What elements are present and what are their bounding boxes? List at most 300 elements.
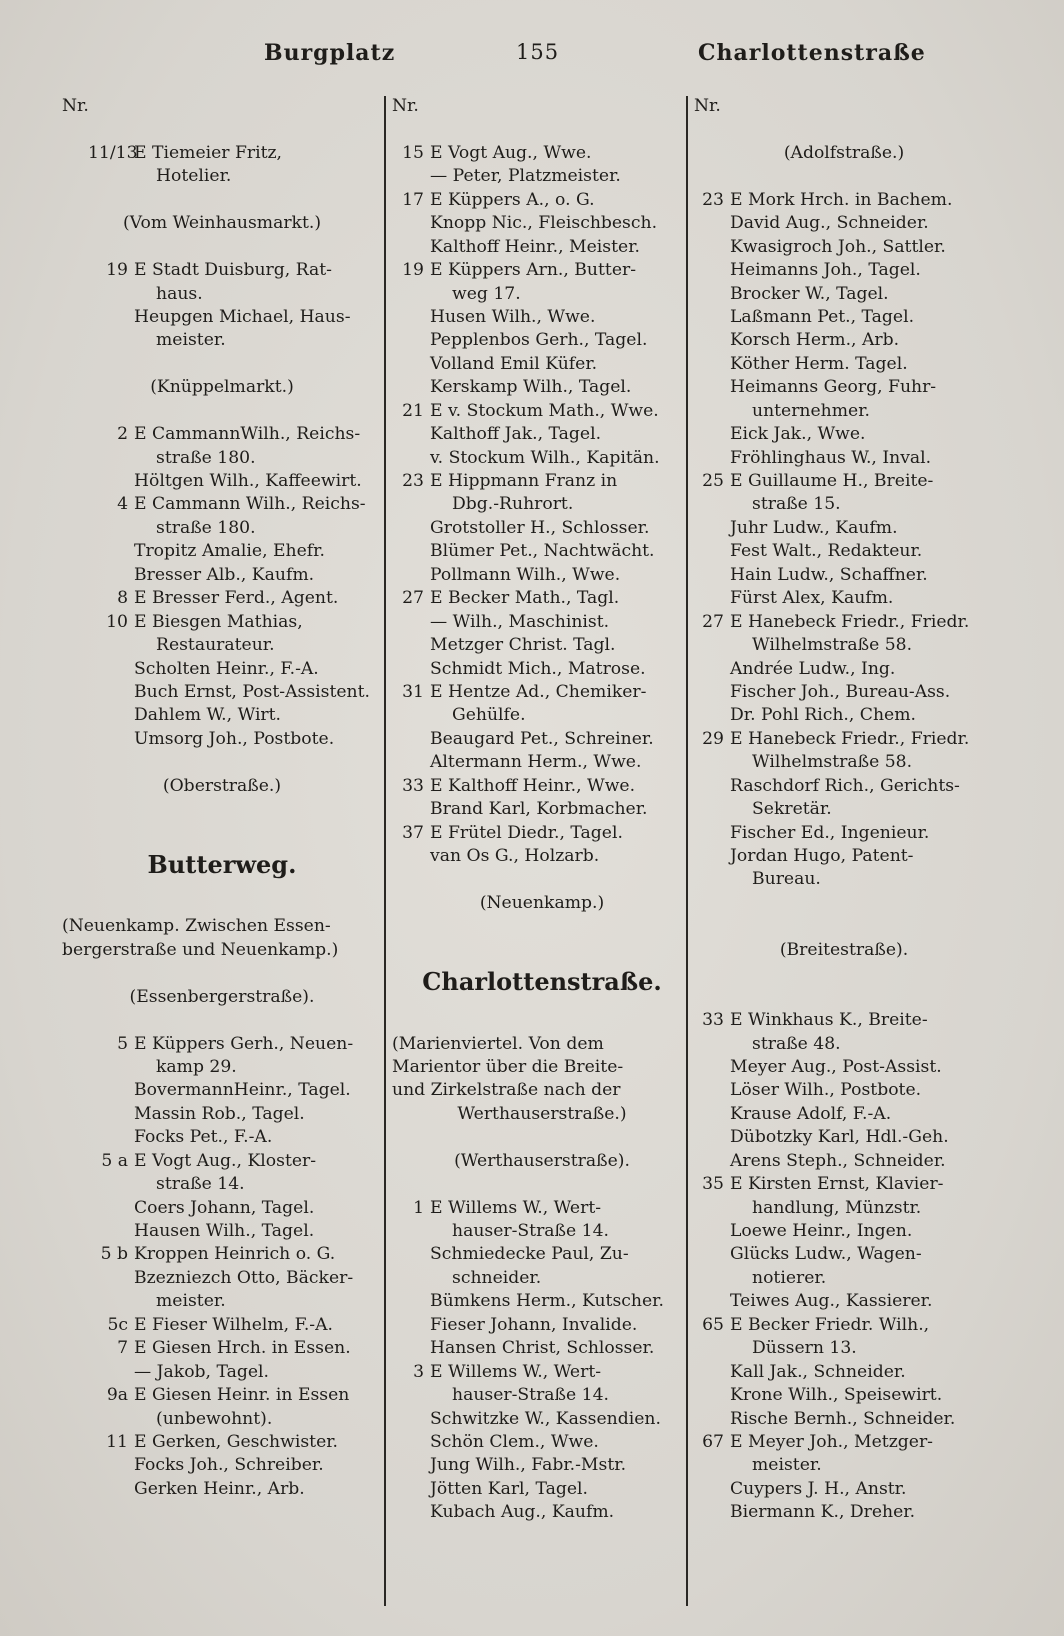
entry-continuation: straße 15. xyxy=(752,494,841,515)
directory-entry xyxy=(694,540,994,563)
directory-entry xyxy=(392,751,692,774)
directory-entry xyxy=(694,1361,994,1384)
spacer xyxy=(62,962,382,985)
resident-text: Jordan Hugo, Patent- xyxy=(730,846,914,866)
spacer xyxy=(62,236,382,259)
resident-text: E Giesen Heinr. in Essen xyxy=(134,1385,350,1406)
resident-text: Laßmann Pet., Tagel. xyxy=(730,306,915,327)
directory-entry xyxy=(392,1478,692,1501)
house-number: 23 xyxy=(702,189,724,210)
resident-text: E Hanebeck Friedr., Friedr. xyxy=(730,611,970,632)
column-label xyxy=(392,95,692,118)
street-description-text: und Zirkelstraße nach der xyxy=(392,1080,621,1101)
directory-entry xyxy=(62,1103,382,1126)
directory-entry xyxy=(62,1197,382,1220)
resident-text: Höltgen Wilh., Kaffeewirt. xyxy=(134,471,362,491)
house-number: 67 xyxy=(702,1431,724,1452)
entry-continuation: straße 48. xyxy=(752,1033,841,1054)
entry-continuation: Gehülfe. xyxy=(452,705,526,726)
house-number: 19 xyxy=(106,260,128,281)
section-label-text: (Breitestraße). xyxy=(779,939,909,960)
directory-entry xyxy=(694,1314,994,1337)
spacer xyxy=(392,1173,692,1196)
section-label xyxy=(392,1103,692,1126)
directory-entry xyxy=(392,1337,692,1360)
resident-text: Pepplenbos Gerh., Tagel. xyxy=(430,330,648,351)
house-number: 65 xyxy=(702,1314,724,1335)
running-head-left: Burgplatz xyxy=(264,40,396,66)
resident-text: Korsch Herm., Arb. xyxy=(730,330,900,351)
resident-text: Köther Herm. Tagel. xyxy=(730,353,908,374)
directory-entry xyxy=(62,329,382,352)
resident-text: Jung Wilh., Fabr.-Mstr. xyxy=(430,1455,627,1476)
section-label-text: (Werthauserstraße). xyxy=(454,1150,630,1171)
entry-continuation: Wilhelmstraße 58. xyxy=(752,752,913,773)
resident-text: E Meyer Joh., Metzger- xyxy=(730,1431,933,1452)
directory-entry xyxy=(62,1243,382,1266)
section-label-text: (Adolfstraße.) xyxy=(783,142,905,163)
resident-text: Fieser Johann, Invalide. xyxy=(430,1314,638,1335)
spacer xyxy=(694,165,994,188)
resident-text: Heimanns Georg, Fuhr- xyxy=(730,377,937,398)
house-number: 17 xyxy=(402,189,424,210)
spacer xyxy=(62,400,382,423)
street-description-text: (Neuenkamp. Zwischen Essen- xyxy=(62,916,331,937)
directory-entry xyxy=(694,1220,994,1243)
resident-text: E CammannWilh., Reichs- xyxy=(134,424,361,445)
directory-entry xyxy=(694,1243,994,1266)
directory-entry xyxy=(392,798,692,821)
resident-text: E Kirsten Ernst, Klavier- xyxy=(730,1174,944,1195)
resident-text: Altermann Herm., Wwe. xyxy=(430,752,642,773)
house-number: 10 xyxy=(106,611,128,632)
directory-entry xyxy=(694,447,994,470)
resident-text: Kalthoff Jak., Tagel. xyxy=(430,424,602,445)
resident-text: Löser Wilh., Postbote. xyxy=(730,1080,922,1101)
house-number: 9a xyxy=(106,1385,128,1406)
directory-entry xyxy=(392,681,692,704)
directory-entry xyxy=(392,611,692,634)
entry-continuation: (unbewohnt). xyxy=(156,1408,273,1429)
directory-entry xyxy=(62,1361,382,1384)
house-number: 15 xyxy=(402,142,424,163)
resident-text: E Cammann Wilh., Reichs- xyxy=(134,494,366,515)
directory-entry xyxy=(392,353,692,376)
directory-entry xyxy=(694,1009,994,1032)
directory-entry xyxy=(392,400,692,423)
directory-entry xyxy=(62,470,382,493)
resident-text: E Küppers Arn., Butter- xyxy=(430,260,637,281)
directory-entry xyxy=(694,1337,994,1360)
directory-entry xyxy=(62,1079,382,1102)
resident-text: E Gerken, Geschwister. xyxy=(134,1431,339,1452)
resident-text: Hausen Wilh., Tagel. xyxy=(134,1221,315,1242)
house-number: 1 xyxy=(413,1197,424,1218)
house-number: 35 xyxy=(702,1174,724,1195)
directory-entry xyxy=(62,1056,382,1079)
resident-text: Tropitz Amalie, Ehefr. xyxy=(134,541,325,562)
street-heading-text: Butterweg. xyxy=(147,850,297,879)
directory-entry xyxy=(392,540,692,563)
directory-entry xyxy=(62,1454,382,1477)
directory-entry xyxy=(62,1126,382,1149)
directory-entry xyxy=(62,259,382,282)
spacer xyxy=(392,939,692,962)
spacer xyxy=(694,915,994,938)
resident-text: E Hentze Ad., Chemiker- xyxy=(430,681,647,702)
directory-entry xyxy=(392,1243,692,1266)
directory-entry xyxy=(392,376,692,399)
column-1 xyxy=(62,95,382,1501)
spacer xyxy=(62,118,382,141)
directory-entry xyxy=(694,1431,994,1454)
directory-entry xyxy=(62,1408,382,1431)
section-label xyxy=(62,212,382,235)
directory-entry xyxy=(62,611,382,634)
resident-text: Bümkens Herm., Kutscher. xyxy=(430,1291,664,1312)
house-number: 21 xyxy=(402,400,424,421)
resident-text: Massin Rob., Tagel. xyxy=(134,1103,305,1124)
directory-entry xyxy=(694,423,994,446)
resident-text: E Stadt Duisburg, Rat- xyxy=(134,260,332,281)
resident-text: Husen Wilh., Wwe. xyxy=(430,306,596,327)
resident-text: Fürst Alex, Kaufm. xyxy=(730,588,894,609)
directory-entry xyxy=(392,775,692,798)
directory-entry xyxy=(62,306,382,329)
directory-entry xyxy=(694,1033,994,1056)
spacer xyxy=(392,915,692,938)
resident-text: Schmidt Mich., Matrose. xyxy=(430,658,646,679)
resident-text: Dr. Pohl Rich., Chem. xyxy=(730,705,916,726)
entry-continuation: weg 17. xyxy=(452,283,521,304)
section-label xyxy=(694,142,994,165)
spacer xyxy=(392,118,692,141)
resident-text: Beaugard Pet., Schreiner. xyxy=(430,728,654,749)
directory-entry xyxy=(694,1103,994,1126)
directory-entry xyxy=(694,353,994,376)
resident-text: E Bresser Ferd., Agent. xyxy=(134,588,339,609)
resident-text: Arens Steph., Schneider. xyxy=(730,1150,946,1171)
street-description xyxy=(392,1056,692,1079)
section-label-text: (Knüppelmarkt.) xyxy=(150,377,294,398)
spacer xyxy=(694,118,994,141)
directory-entry xyxy=(694,845,994,868)
directory-entry xyxy=(392,704,692,727)
directory-entry xyxy=(694,1079,994,1102)
directory-entry xyxy=(694,259,994,282)
resident-text: Bzezniezch Otto, Bäcker- xyxy=(134,1267,354,1288)
street-description-text: (Marienviertel. Von dem xyxy=(392,1033,604,1054)
section-label xyxy=(62,376,382,399)
directory-entry xyxy=(694,611,994,634)
directory-entry xyxy=(694,400,994,423)
directory-entry xyxy=(694,1150,994,1173)
directory-entry xyxy=(694,329,994,352)
directory-entry xyxy=(392,845,692,868)
directory-entry xyxy=(694,189,994,212)
directory-entry xyxy=(694,306,994,329)
directory-entry xyxy=(392,822,692,845)
directory-entry xyxy=(392,1267,692,1290)
entry-continuation: meister. xyxy=(156,330,226,351)
directory-entry xyxy=(694,1478,994,1501)
entry-continuation: Sekretär. xyxy=(752,799,832,820)
directory-entry xyxy=(694,1197,994,1220)
resident-text: Fest Walt., Redakteur. xyxy=(730,541,923,562)
directory-entry xyxy=(392,306,692,329)
spacer xyxy=(62,1009,382,1032)
entry-continuation: straße 180. xyxy=(156,447,256,468)
directory-entry xyxy=(392,1431,692,1454)
resident-text: E Hippmann Franz in xyxy=(430,471,618,491)
resident-text: E Vogt Aug., Wwe. xyxy=(430,142,592,163)
resident-text: — Wilh., Maschinist. xyxy=(430,611,610,632)
directory-entry xyxy=(694,517,994,540)
directory-entry xyxy=(392,470,692,493)
resident-text: Raschdorf Rich., Gerichts- xyxy=(730,775,960,796)
directory-entry xyxy=(62,1267,382,1290)
resident-text: — Peter, Platzmeister. xyxy=(430,166,621,187)
resident-text: Kalthoff Heinr., Meister. xyxy=(430,236,640,257)
house-number: 25 xyxy=(702,471,724,491)
resident-text: E Willems W., Wert- xyxy=(430,1361,602,1382)
resident-text: Buch Ernst, Post-Assistent. xyxy=(134,681,370,702)
resident-text: Dahlem W., Wirt. xyxy=(134,705,282,726)
resident-text: E Frütel Diedr., Tagel. xyxy=(430,822,623,843)
house-number: 33 xyxy=(402,775,424,796)
directory-entry xyxy=(62,1337,382,1360)
resident-text: E Becker Friedr. Wilh., xyxy=(730,1314,930,1335)
directory-entry xyxy=(62,1173,382,1196)
entry-continuation: unternehmer. xyxy=(752,400,871,421)
directory-entry xyxy=(392,1220,692,1243)
resident-text: E Winkhaus K., Breite- xyxy=(730,1010,928,1031)
resident-text: Heimanns Joh., Tagel. xyxy=(730,260,921,281)
directory-entry xyxy=(392,423,692,446)
resident-text: E Guillaume H., Breite- xyxy=(730,471,934,491)
resident-text: Fischer Ed., Ingenieur. xyxy=(730,822,930,843)
directory-entry xyxy=(392,1501,692,1524)
resident-text: Volland Emil Küfer. xyxy=(430,353,598,374)
directory-entry xyxy=(392,1361,692,1384)
section-label xyxy=(62,986,382,1009)
resident-text: E Hanebeck Friedr., Friedr. xyxy=(730,728,970,749)
directory-entry xyxy=(694,1173,994,1196)
resident-text: Umsorg Joh., Postbote. xyxy=(134,728,335,749)
directory-entry xyxy=(392,212,692,235)
section-label-text: (Neuenkamp.) xyxy=(479,892,605,913)
entry-continuation: handlung, Münzstr. xyxy=(752,1197,922,1218)
column-2 xyxy=(392,95,692,1525)
house-number: 23 xyxy=(402,471,424,491)
resident-text: E v. Stockum Math., Wwe. xyxy=(430,400,659,421)
directory-entry xyxy=(62,165,382,188)
street-heading xyxy=(392,962,692,1009)
directory-entry xyxy=(62,564,382,587)
resident-text: Krause Adolf, F.-A. xyxy=(730,1103,892,1124)
directory-entry xyxy=(62,1150,382,1173)
entry-continuation: kamp 29. xyxy=(156,1056,237,1077)
resident-text: Schön Clem., Wwe. xyxy=(430,1431,599,1452)
directory-entry xyxy=(392,259,692,282)
spacer xyxy=(392,1009,692,1032)
resident-text: Brocker W., Tagel. xyxy=(730,283,889,304)
directory-entry xyxy=(392,447,692,470)
entry-continuation: straße 14. xyxy=(156,1174,245,1195)
directory-entry xyxy=(62,1478,382,1501)
spacer xyxy=(62,189,382,212)
directory-entry xyxy=(62,493,382,516)
directory-entry xyxy=(62,1431,382,1454)
directory-entry xyxy=(694,1290,994,1313)
resident-text: E Vogt Aug., Kloster- xyxy=(134,1150,317,1171)
resident-text: Krone Wilh., Speisewirt. xyxy=(730,1385,943,1406)
house-number: 11 xyxy=(106,1431,128,1452)
resident-text: Fischer Joh., Bureau-Ass. xyxy=(730,681,951,702)
directory-entry xyxy=(392,1384,692,1407)
directory-entry xyxy=(392,142,692,165)
directory-entry xyxy=(694,751,994,774)
entry-continuation: hauser-Straße 14. xyxy=(452,1221,609,1242)
directory-entry xyxy=(694,658,994,681)
section-label-text: (Oberstraße.) xyxy=(162,775,282,796)
resident-text: E Tiemeier Fritz, xyxy=(134,142,283,163)
house-number: 33 xyxy=(702,1010,724,1031)
resident-text: Glücks Ludw., Wagen- xyxy=(730,1244,922,1265)
directory-entry xyxy=(694,283,994,306)
house-number: 5 xyxy=(117,1033,128,1054)
directory-entry xyxy=(392,1290,692,1313)
directory-entry xyxy=(694,634,994,657)
directory-entry xyxy=(392,189,692,212)
directory-entry xyxy=(62,540,382,563)
directory-entry xyxy=(392,1408,692,1431)
resident-text: Loewe Heinr., Ingen. xyxy=(730,1221,913,1241)
entry-continuation: haus. xyxy=(156,283,203,304)
directory-entry xyxy=(694,376,994,399)
resident-text: Fröhlinghaus W., Inval. xyxy=(730,447,932,468)
resident-text: E Fieser Wilhelm, F.-A. xyxy=(134,1314,333,1335)
directory-entry xyxy=(694,493,994,516)
resident-text: Scholten Heinr., F.-A. xyxy=(134,658,319,679)
column-3 xyxy=(694,95,994,1525)
directory-entry xyxy=(62,1290,382,1313)
directory-entry xyxy=(392,236,692,259)
resident-text: Kwasigroch Joh., Sattler. xyxy=(730,236,946,257)
column-label-text: Nr. xyxy=(694,96,721,116)
directory-entry xyxy=(694,1454,994,1477)
directory-entry xyxy=(694,1384,994,1407)
directory-entry xyxy=(62,1384,382,1407)
street-heading xyxy=(62,845,382,892)
directory-entry xyxy=(62,423,382,446)
directory-entry xyxy=(694,681,994,704)
resident-text: Focks Pet., F.-A. xyxy=(134,1127,273,1148)
resident-text: E Giesen Hrch. in Essen. xyxy=(134,1338,351,1359)
directory-entry xyxy=(392,517,692,540)
resident-text: Rische Bernh., Schneider. xyxy=(730,1408,956,1429)
resident-text: Brand Karl, Korbmacher. xyxy=(430,799,648,820)
directory-entry xyxy=(392,329,692,352)
resident-text: Dübotzky Karl, Hdl.-Geh. xyxy=(730,1127,949,1148)
house-number: 19 xyxy=(402,260,424,281)
resident-text: Juhr Ludw., Kaufm. xyxy=(730,517,898,538)
spacer xyxy=(694,962,994,985)
house-number: 5 b xyxy=(100,1244,128,1265)
house-number: 27 xyxy=(702,611,724,632)
street-description-text: Marientor über die Breite- xyxy=(392,1056,624,1077)
directory-entry xyxy=(392,1314,692,1337)
entry-continuation: Dbg.-Ruhrort. xyxy=(452,494,574,515)
directory-entry xyxy=(392,1197,692,1220)
directory-entry xyxy=(694,1501,994,1524)
directory-entry xyxy=(392,587,692,610)
resident-text: E Becker Math., Tagl. xyxy=(430,588,620,609)
resident-text: Blümer Pet., Nachtwächt. xyxy=(430,541,655,562)
resident-text: E Willems W., Wert- xyxy=(430,1197,602,1218)
entry-continuation: meister. xyxy=(752,1455,822,1476)
resident-text: Grotstoller H., Schlosser. xyxy=(430,517,650,538)
directory-entry xyxy=(694,775,994,798)
entry-continuation: schneider. xyxy=(452,1267,542,1288)
resident-text: v. Stockum Wilh., Kapitän. xyxy=(430,447,660,468)
entry-continuation: hauser-Straße 14. xyxy=(452,1385,609,1406)
directory-entry xyxy=(62,1220,382,1243)
entry-continuation: Hotelier. xyxy=(156,166,232,187)
resident-text: Focks Joh., Schreiber. xyxy=(134,1455,324,1476)
house-number: 37 xyxy=(402,822,424,843)
section-label xyxy=(694,939,994,962)
spacer xyxy=(694,892,994,915)
column-label xyxy=(62,95,382,118)
resident-text: Kubach Aug., Kaufm. xyxy=(430,1502,615,1523)
house-number: 5c xyxy=(107,1314,128,1335)
directory-entry xyxy=(62,587,382,610)
house-number: 7 xyxy=(117,1338,128,1359)
house-number: 8 xyxy=(117,588,128,609)
directory-entry xyxy=(62,283,382,306)
directory-entry xyxy=(694,587,994,610)
resident-text: Cuypers J. H., Anstr. xyxy=(730,1478,907,1499)
directory-entry xyxy=(62,658,382,681)
resident-text: Kall Jak., Schneider. xyxy=(730,1361,906,1382)
directory-entry xyxy=(694,704,994,727)
section-label-text: (Essenbergerstraße). xyxy=(129,986,315,1007)
resident-text: Metzger Christ. Tagl. xyxy=(430,635,616,656)
resident-text: E Mork Hrch. in Bachem. xyxy=(730,189,953,210)
directory-entry xyxy=(392,634,692,657)
column-label xyxy=(694,95,994,118)
resident-text: Schmiedecke Paul, Zu- xyxy=(430,1244,629,1265)
resident-text: van Os G., Holzarb. xyxy=(430,846,600,866)
resident-text: E Biesgen Mathias, xyxy=(134,611,303,632)
directory-entry xyxy=(694,822,994,845)
section-label xyxy=(392,892,692,915)
resident-text: Schwitzke W., Kassendien. xyxy=(430,1408,661,1429)
house-number: 2 xyxy=(117,424,128,445)
entry-continuation: Düssern 13. xyxy=(752,1338,857,1359)
resident-text: Teiwes Aug., Kassierer. xyxy=(730,1291,933,1312)
directory-entry xyxy=(62,142,382,165)
directory-entry xyxy=(694,1126,994,1149)
resident-text: E Küppers Gerh., Neuen- xyxy=(134,1033,354,1054)
directory-entry xyxy=(694,564,994,587)
directory-entry xyxy=(62,728,382,751)
resident-text: Biermann K., Dreher. xyxy=(730,1502,916,1523)
resident-text: BovermannHeinr., Tagel. xyxy=(134,1080,351,1101)
resident-text: — Jakob, Tagel. xyxy=(134,1361,269,1382)
house-number: 29 xyxy=(702,728,724,749)
